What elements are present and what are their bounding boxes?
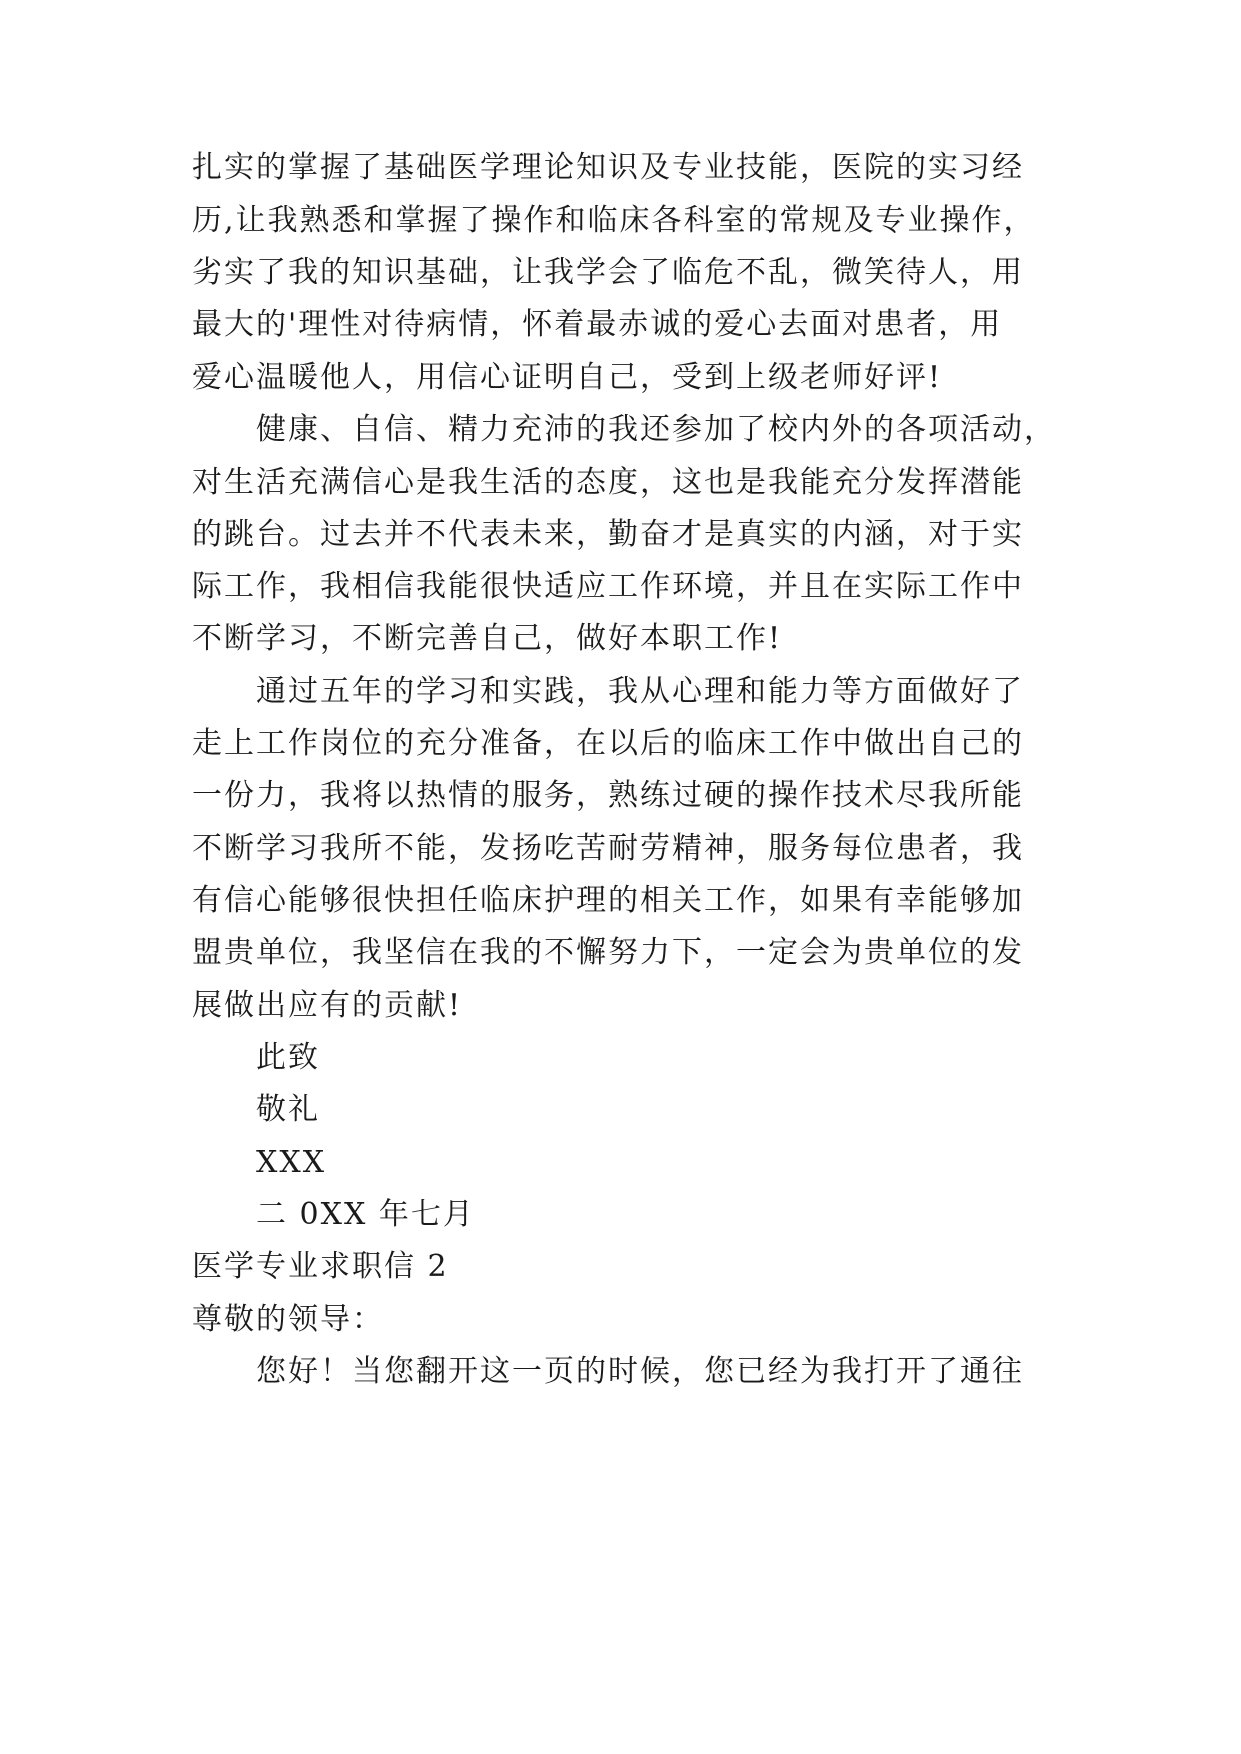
paragraph-line: 最大的'理性对待病情，怀着最赤诚的爱心去面对患者，用 (192, 307, 1003, 342)
paragraph-line: 不断学习我所不能，发扬吃苦耐劳精神，服务每位患者，我 (192, 831, 1024, 866)
paragraph-line: 不断学习，不断完善自己，做好本职工作! (192, 621, 783, 656)
paragraph-line: 通过五年的学习和实践，我从心理和能力等方面做好了 (256, 674, 1024, 709)
date: 二 0XX 年七月 (256, 1197, 475, 1232)
paragraph-line: 历,让我熟悉和掌握了操作和临床各科室的常规及专业操作， (192, 203, 1036, 238)
paragraph-line: 有信心能够很快担任临床护理的相关工作，如果有幸能够加 (192, 883, 1024, 918)
paragraph-line: 际工作，我相信我能很快适应工作环境，并且在实际工作中 (192, 569, 1024, 604)
closing-line: 此致 (256, 1040, 320, 1075)
paragraph-line: 您好！当您翻开这一页的时候，您已经为我打开了通往 (256, 1354, 1024, 1389)
paragraph-line: 健康、自信、精力充沛的我还参加了校内外的各项活动， (256, 412, 1056, 447)
closing-line: 敬礼 (256, 1092, 320, 1127)
paragraph-line: 对生活充满信心是我生活的态度，这也是我能充分发挥潜能 (192, 465, 1024, 500)
paragraph-line: 盟贵单位，我坚信在我的不懈努力下，一定会为贵单位的发 (192, 935, 1024, 970)
paragraph-line: 爱心温暖他人，用信心证明自己，受到上级老师好评! (192, 360, 943, 395)
paragraph-line: 展做出应有的贡献! (192, 988, 463, 1023)
signature: XXX (256, 1145, 327, 1180)
paragraph-line: 一份力，我将以热情的服务，熟练过硬的操作技术尽我所能 (192, 778, 1024, 813)
paragraph-line: 的跳台。过去并不代表未来，勤奋才是真实的内涵，对于实 (192, 517, 1024, 552)
section-title: 医学专业求职信 2 (192, 1249, 449, 1284)
paragraph-line: 劣实了我的知识基础，让我学会了临危不乱，微笑待人，用 (192, 255, 1024, 290)
paragraph-line: 扎实的掌握了基础医学理论知识及专业技能，医院的实习经 (192, 150, 1024, 185)
salutation: 尊敬的领导： (192, 1302, 384, 1337)
paragraph-line: 走上工作岗位的充分准备，在以后的临床工作中做出自己的 (192, 726, 1024, 761)
